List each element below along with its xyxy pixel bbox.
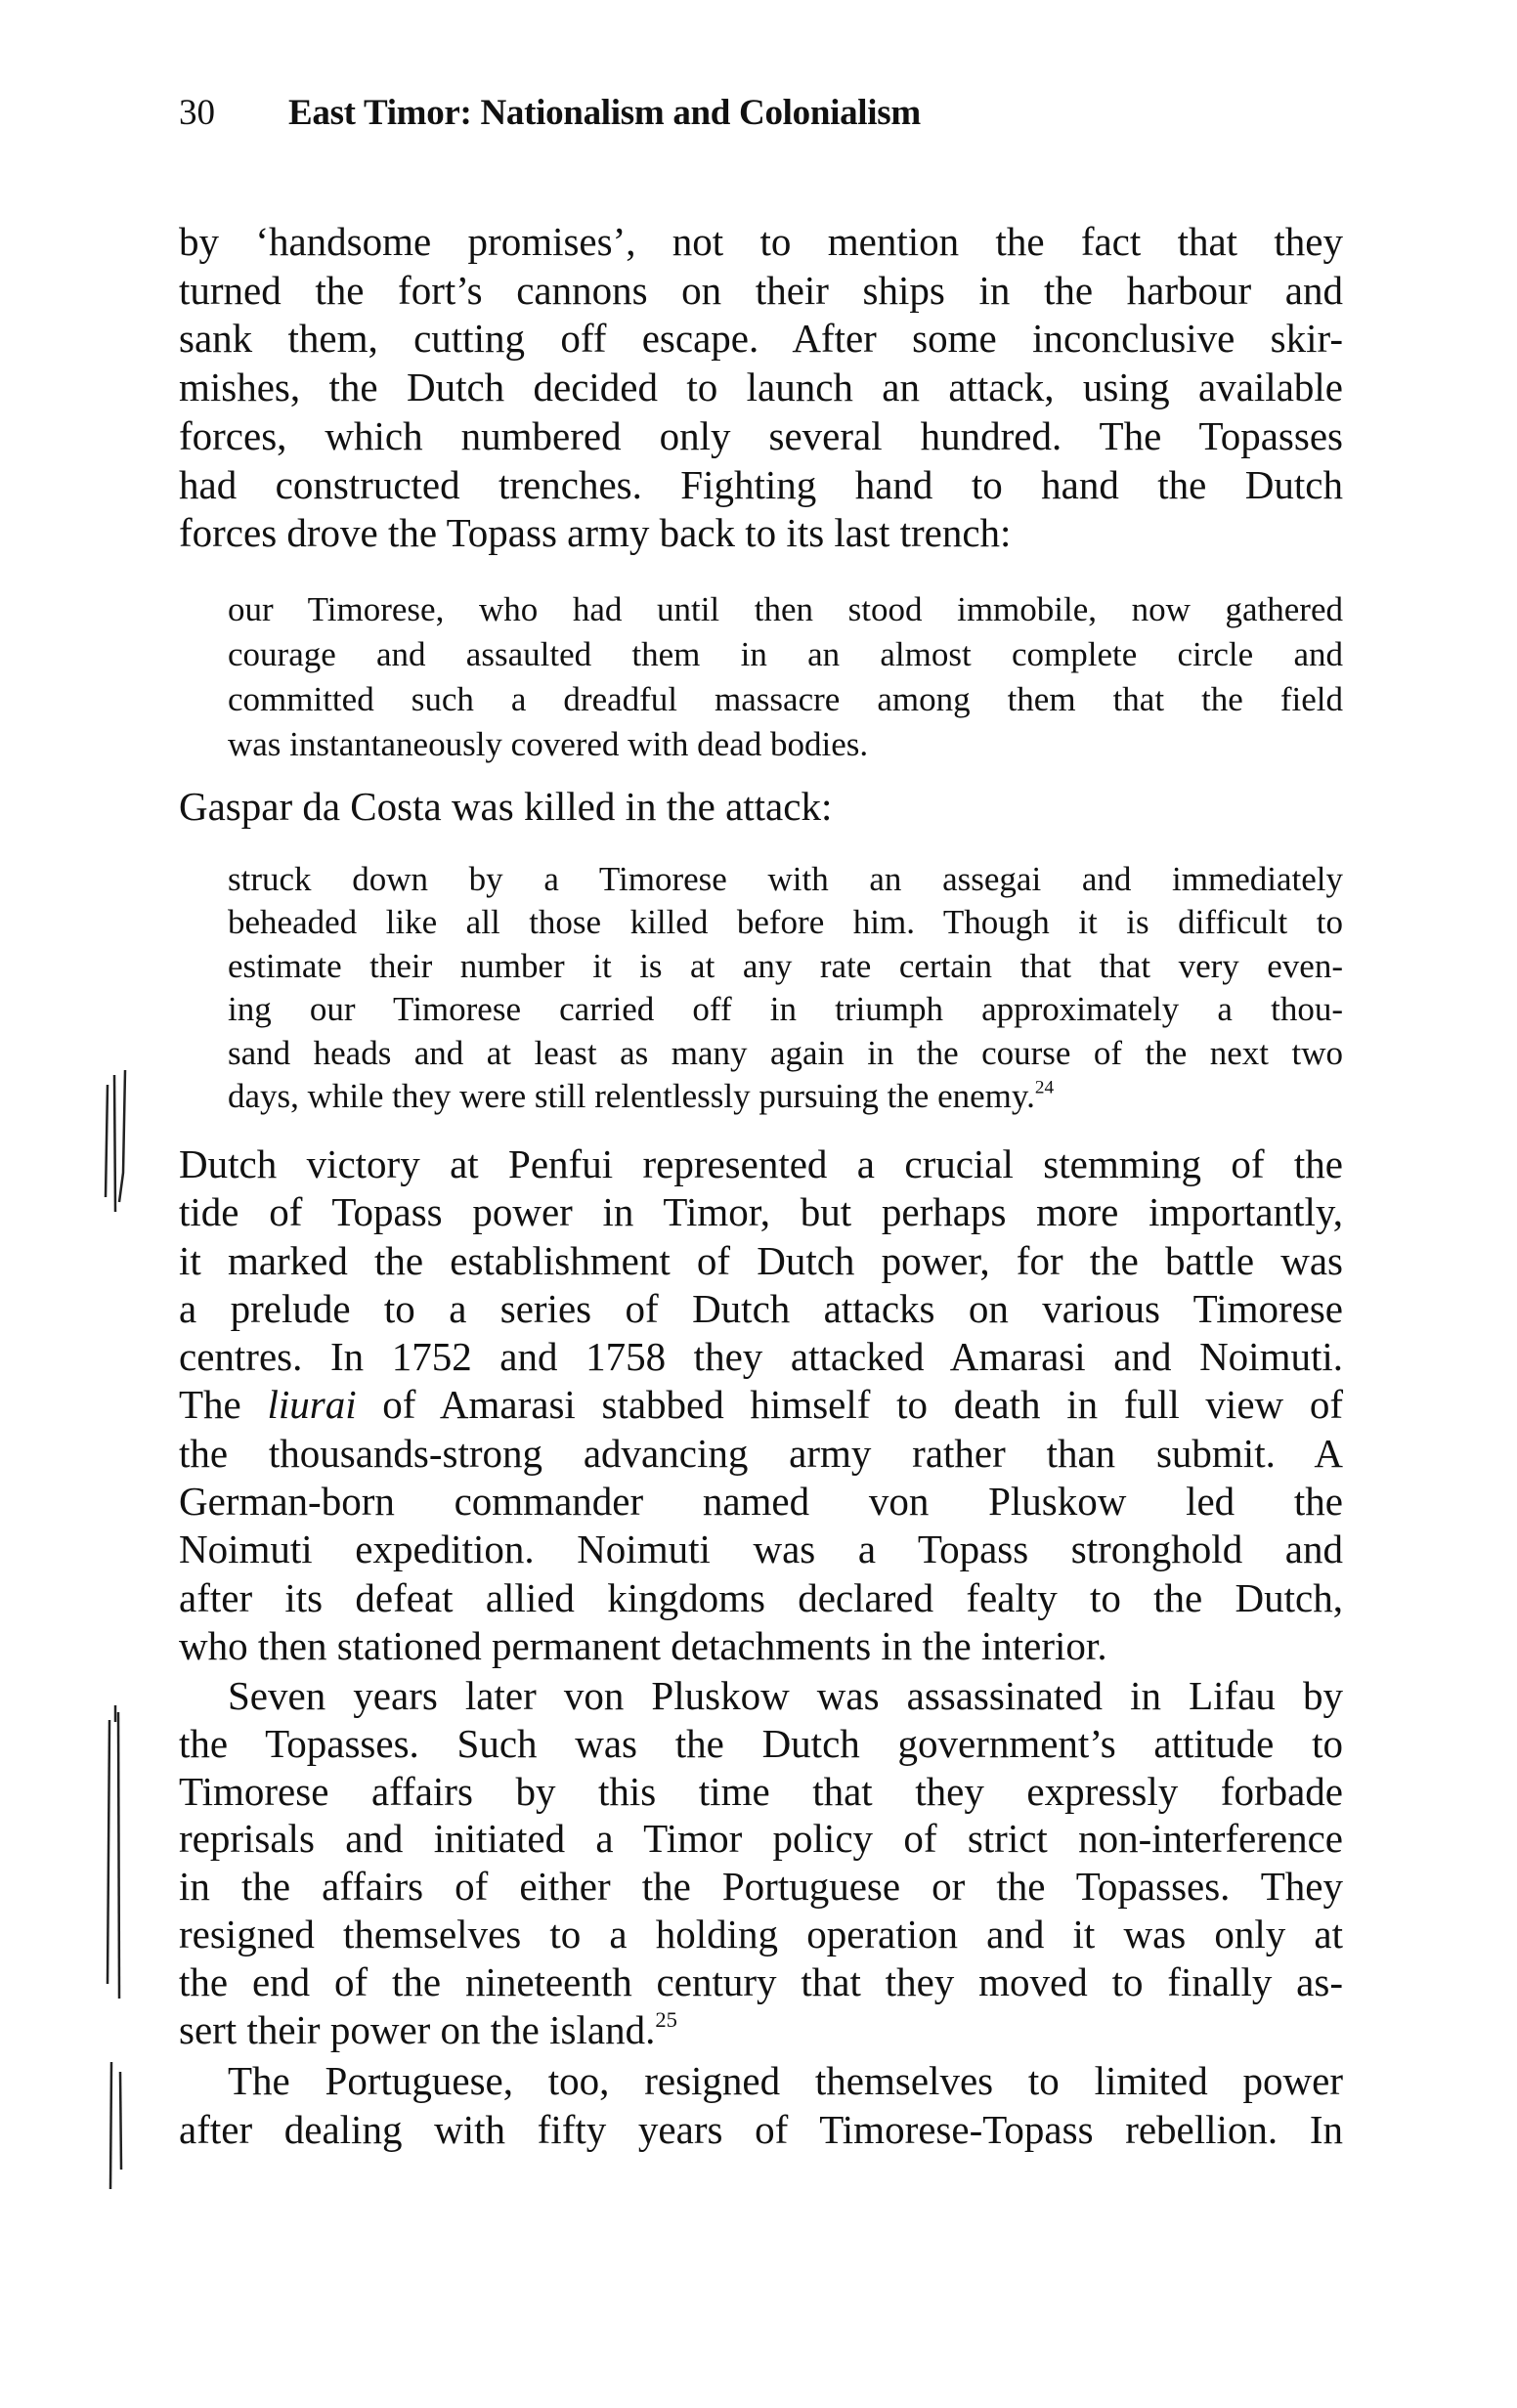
text-line: forces, which numbered only several hundred. The Topasses	[179, 412, 1343, 458]
text-line: courage and assaulted them in an almost complete circle and	[228, 635, 1343, 673]
text-line: Seven years later von Pluskow was assassinated in Lifau by	[228, 1673, 1343, 1718]
text-line: after its defeat allied kingdoms declared fealty to the Dutch,	[179, 1574, 1343, 1620]
text-line: a prelude to a series of Dutch attacks on various Timorese	[179, 1285, 1343, 1331]
text-line: by ‘handsome promises’, not to mention the fact that they	[179, 219, 1343, 264]
text-line: The Portuguese, too, resigned themselves to limited power	[228, 2058, 1343, 2103]
text-segment: The	[179, 1382, 268, 1428]
text-line: after dealing with fifty years of Timorese-Topass rebellion. In	[179, 2106, 1343, 2152]
text-line: mishes, the Dutch decided to launch an attack, using available	[179, 365, 1343, 410]
text-line: committed such a dreadful massacre among them that the field	[228, 680, 1343, 718]
text-line: turned the fort’s cannons on their ships in the harbour and	[179, 267, 1343, 313]
text-segment: days, while they were still relentlessly pursuing the enemy.	[228, 1077, 1035, 1116]
text-line: it marked the establishment of Dutch power, for the battle was	[179, 1237, 1343, 1283]
running-title: East Timor: Nationalism and Colonialism	[288, 93, 921, 133]
text-line: estimate their number it is at any rate certain that that very even-	[228, 946, 1343, 985]
text-line: tide of Topass power in Timor, but perhaps more importantly,	[179, 1189, 1343, 1235]
text-line: resigned themselves to a holding operation and it was only at	[179, 1911, 1343, 1956]
text-line: sand heads and at least as many again in the course of the next two	[228, 1033, 1343, 1072]
text-line: our Timorese, who had until then stood immobile, now gathered	[228, 590, 1343, 628]
text-line: had constructed trenches. Fighting hand to hand the Dutch	[179, 461, 1343, 507]
text-line: struck down by a Timorese with an assegai and immediately	[228, 860, 1343, 898]
text-line: Gaspar da Costa was killed in the attack:	[179, 784, 833, 829]
margin-mark-icon	[106, 1070, 125, 2189]
footnote-reference: 24	[1034, 1077, 1055, 1098]
text-line: who then stationed permanent detachments in the interior.	[179, 1622, 1107, 1668]
text-line: beheaded like all those killed before him. Though it is difficult to	[228, 903, 1343, 942]
text-segment: sert their power on the island.	[179, 2006, 656, 2052]
text-line: Noimuti expedition. Noimuti was a Topass stronghold and	[179, 1526, 1343, 1572]
text-line: German-born commander named von Pluskow led the	[179, 1479, 1343, 1525]
italic-term: liurai	[267, 1382, 357, 1428]
text-line: forces drove the Topass army back to its last trench:	[179, 510, 1012, 556]
text-line: Timorese affairs by this time that they expressly forbade	[179, 1768, 1343, 1814]
text-line: reprisals and initiated a Timor policy of strict non-interference	[179, 1816, 1343, 1862]
text-line: the Topasses. Such was the Dutch government’s attitude to	[179, 1720, 1343, 1766]
footnote-reference: 25	[655, 2006, 677, 2032]
text-line: Dutch victory at Penfui represented a crucial stemming of the	[179, 1141, 1343, 1186]
text-line: sank them, cutting off escape. After some inconclusive skir-	[179, 316, 1343, 362]
text-line: centres. In 1752 and 1758 they attacked Amarasi and Noimuti.	[179, 1334, 1343, 1380]
text-line: the end of the nineteenth century that they moved to finally as-	[179, 1958, 1343, 2004]
text-line: the thousands-strong advancing army rather than submit. A	[179, 1430, 1343, 1476]
page-number: 30	[179, 93, 215, 133]
text-line: ing our Timorese carried off in triumph approximately a thou-	[228, 990, 1343, 1029]
text-line: was instantaneously covered with dead bodies.	[228, 725, 869, 763]
text-segment: of Amarasi stabbed himself to death in full view of	[356, 1382, 1343, 1428]
text-line: in the affairs of either the Portuguese or the Topasses. They	[179, 1864, 1343, 1910]
